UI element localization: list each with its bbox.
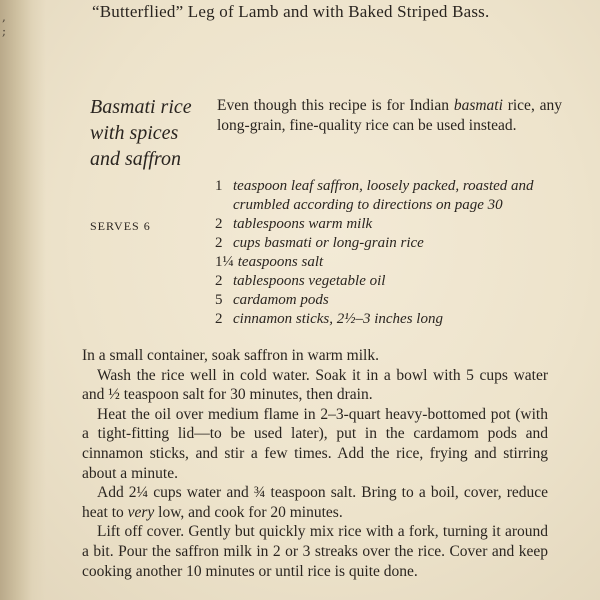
ingredient-quantity: 2 [215,311,223,327]
ingredient-quantity: 5 [215,292,223,308]
ingredient-item [215,291,575,310]
ingredient-quantity: 2 [215,273,223,289]
gutter-mark: , [2,10,6,24]
ingredient-text: teaspoons salt [237,254,324,270]
running-header: “Butterflied” Leg of Lamb and with Baked Striped Bass. [92,2,490,21]
ingredient-item [215,253,575,272]
instruction-step [82,483,548,522]
ingredient-list [215,177,575,329]
recipe-title: Basmati rice with spices and saffron [90,96,192,170]
ingredient-quantity: 1 [215,178,223,194]
gutter-marks [2,10,6,38]
ingredient-text: cups basmati or long-grain rice [233,235,424,251]
ingredient-text: cardamom pods [233,292,329,308]
ingredient-text: teaspoon leaf saffron, loosely packed, roasted and crumbled according to directions on page 30 [233,178,534,213]
ingredient-text: tablespoons warm milk [233,216,373,232]
book-gutter [0,0,46,600]
instruction-step: In a small container, soak saffron in warm milk. [82,347,379,364]
instruction-step: Wash the rice well in cold water. Soak it in a bowl with 5 cups water and ½ teaspoon salt for 30 minutes, then drain. [82,366,548,404]
ingredient-text: cinnamon sticks, 2½–3 inches long [233,311,443,327]
ingredient-item [215,310,575,329]
ingredient-item [215,234,575,253]
ingredient-item [215,177,575,215]
instruction-step: Lift off cover. Gently but quickly mix rice with a fork, turning it around a bit. Pour the saffron milk in 2 or 3 streaks over the rice. Cover and keep cooking another 10 minutes or until rice is quite done. [82,523,548,580]
ingredient-quantity: 2 [215,235,223,251]
recipe-intro [217,96,562,135]
ingredient-item [215,215,575,234]
ingredient-text: tablespoons vegetable oil [233,273,386,289]
gutter-mark: ; [2,24,7,38]
intro-text: Even though this recipe is for Indian [217,97,454,114]
step-text: low, and cook for 20 minutes. [154,503,343,521]
intro-text: rice, any long-grain, fine-quality rice can be used instead. [217,97,562,134]
intro-italic: basmati [453,97,503,114]
instruction-step: Heat the oil over medium flame in 2–3-quart heavy-bottomed pot (with a tight-fitting lid—to be used later), put in the cardamom pods and cinnamon sticks, and stir a few times. Add the rice, frying and stirring about a minute. [82,405,548,482]
step-text: Add 2¼ cups water and ¾ teaspoon salt. Bring to a boil, cover, reduce heat to [82,484,548,521]
recipe-instructions [82,346,548,581]
ingredient-item [215,272,575,291]
ingredient-quantity: 2 [215,216,223,232]
serves-label: SERVES 6 [90,219,151,233]
step-italic: very [127,503,155,521]
ingredient-quantity: 1¼ [215,254,234,270]
